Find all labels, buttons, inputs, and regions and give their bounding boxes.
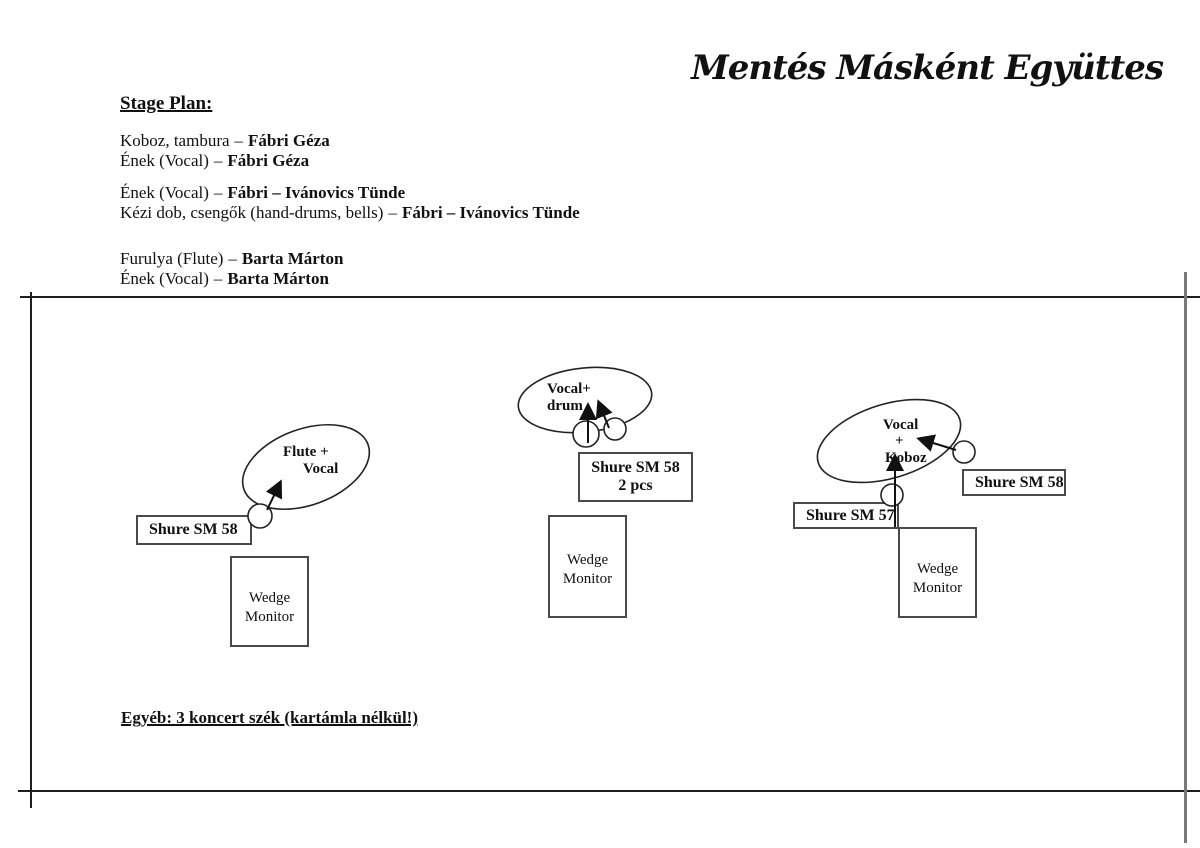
wedge-monitor-right (898, 527, 977, 618)
zone-label-vocal-koboz-line3: Koboz (885, 450, 927, 466)
monitor-label-line2: Monitor (244, 608, 295, 625)
dash-separator: – (213, 269, 223, 288)
monitor-label (550, 551, 625, 589)
performer: Barta Márton (227, 269, 329, 288)
mic-box-label-line2: 2 pcs (618, 477, 653, 494)
zone-label-flute-vocal: Vocal (303, 461, 339, 477)
mic-box-label: Shure SM 58 (149, 521, 238, 538)
monitor-label (232, 589, 307, 627)
wedge-monitor-left (230, 556, 309, 647)
dash-separator: – (213, 151, 223, 170)
mic-box-shure-sm58-right (962, 469, 1066, 496)
band-title: Mentés Másként Együttes (691, 48, 1163, 88)
mic-box-shure-sm57 (793, 502, 899, 529)
monitor-label-line2: Monitor (562, 570, 613, 587)
instrument: Koboz, tambura (120, 131, 230, 150)
monitor-label-line1: Wedge (248, 589, 291, 606)
mic-box-label: Shure SM 58 (975, 473, 1064, 491)
mic-box-label: Shure SM 57 (806, 506, 895, 524)
performer: Fábri Géza (227, 151, 310, 170)
dash-separator: – (213, 183, 223, 202)
stage-plan-heading: Stage Plan: (120, 93, 213, 114)
performer: Fábri – Ivánovics Tünde (401, 203, 580, 222)
dash-separator: – (228, 249, 237, 268)
instrument: Kézi dob, csengők (hand-drums, bells) (120, 203, 384, 222)
monitor-label-line2: Monitor (912, 579, 963, 596)
performer: Barta Márton (241, 249, 344, 268)
performer: Fábri – Ivánovics Tünde (227, 183, 406, 202)
mic-box-label-line1: Shure SM 58 (591, 459, 680, 476)
other-requirements-note: Egyéb: 3 koncert szék (kartámla nélkül!) (121, 708, 419, 727)
performer: Fábri Géza (248, 131, 330, 150)
wedge-monitor-middle (548, 515, 627, 618)
monitor-label-line1: Wedge (566, 551, 609, 568)
mic-box-shure-sm58-2pcs (578, 452, 693, 502)
zone-label-flute: Flute + (283, 444, 329, 460)
zone-label-vocal-koboz-line1: Vocal (883, 417, 919, 433)
monitor-label (900, 560, 975, 598)
instrument: Ének (Vocal) (120, 183, 209, 202)
zone-label-vocal-koboz-plus: + (895, 433, 904, 449)
mic-box-shure-sm58-left (136, 515, 252, 545)
instrument: Ének (Vocal) (120, 269, 209, 288)
dash-separator: – (388, 203, 397, 222)
instrument: Ének (Vocal) (120, 151, 209, 170)
zone-label-vocal-drum-line1: Vocal+ (547, 381, 591, 397)
instrument: Furulya (Flute) (120, 249, 224, 268)
monitor-label-line1: Wedge (916, 560, 959, 577)
zone-label-vocal-drum-line2: drum (547, 398, 583, 414)
dash-separator: – (234, 131, 244, 150)
